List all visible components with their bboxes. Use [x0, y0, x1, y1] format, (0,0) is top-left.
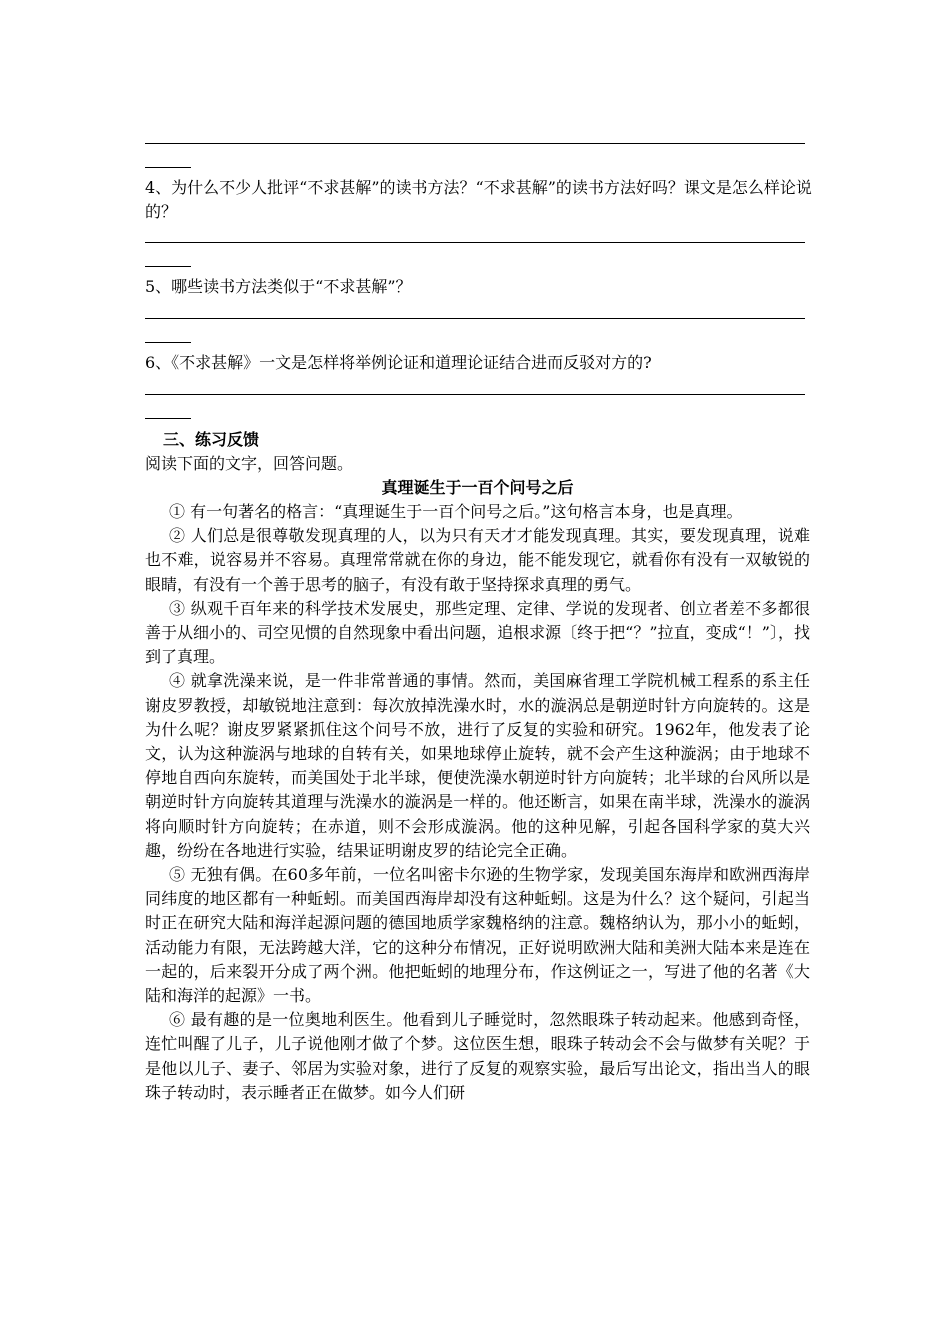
paragraph-1: ① 有一句著名的格言：“真理诞生于一百个问号之后。”这句格言本身，也是真理。 [169, 502, 743, 521]
answer-line-end[interactable] [145, 418, 191, 419]
article-body [145, 500, 810, 1105]
answer-line-end[interactable] [145, 167, 191, 168]
question-5: 5、哪些读书方法类似于“不求甚解”？ [145, 277, 412, 296]
answer-line[interactable] [145, 394, 805, 395]
answer-line[interactable] [145, 143, 805, 144]
paragraph-4: ④ 就拿洗澡来说，是一件非常普通的事情。然而，美国麻省理工学院机械工程系的系主任谢皮罗教授，却敏锐地注意到：每次放掉洗澡水时，水的漩涡总是朝逆时针方向旋转的。这是为什么呢？谢皮罗紧紧抓住这个问号不放，进行了反复的实验和研究。1962年，他发表了论文，认为这种漩涡与地球的自转有关，如果地球停止旋转，就不会产生这种漩涡；由于地球不停地自西向东旋转，而美国处于北半球，便使洗澡水朝逆时针方向旋转；北半球的台风所以是朝逆时针方向旋转其道理与洗澡水的漩涡是一样的。他还断言，如果在南半球，洗澡水的漩涡将向顺时针方向旋转；在赤道，则不会形成漩涡。他的这种见解，引起各国科学家的莫大兴趣，纷纷在各地进行实验，结果证明谢皮罗的结论完全正确。 [145, 671, 810, 860]
question-6: 6、《不求甚解》一文是怎样将举例论证和道理论证结合进而反驳对方的? [145, 353, 652, 372]
article-title: 真理诞生于一百个问号之后 [381, 478, 574, 497]
section-intro: 阅读下面的文字，回答问题。 [145, 454, 354, 473]
paragraph-2: ② 人们总是很尊敬发现真理的人，以为只有天才才能发现真理。其实，要发现真理，说难也不难，说容易并不容易。真理常常就在你的身边，能不能发现它，就看你有没有一双敏锐的眼睛，有没有一个善于思考的脑子，有没有敢于坚持探求真理的勇气。 [145, 526, 810, 594]
paragraph-5: ⑤ 无独有偶。在60多年前，一位名叫密卡尔逊的生物学家，发现美国东海岸和欧洲西海岸同纬度的地区都有一种蚯蚓。而美国西海岸却没有这种蚯蚓。这是为什么？这个疑问，引起当时正在研究大陆和海洋起源问题的德国地质学家魏格纳的注意。魏格纳认为，那小小的蚯蚓，活动能力有限，无法跨越大洋，它的这种分布情况，正好说明欧洲大陆和美洲大陆本来是连在一起的，后来裂开分成了两个洲。他把蚯蚓的地理分布，作这例证之一，写进了他的名著《大陆和海洋的起源》一书。 [145, 865, 810, 1006]
answer-line[interactable] [145, 318, 805, 319]
question-4: 4、为什么不少人批评“不求甚解”的读书方法？“不求甚解”的读书方法好吗？课文是怎么样论说的？ [145, 178, 812, 221]
answer-line[interactable] [145, 242, 805, 243]
paragraph-6: ⑥ 最有趣的是一位奥地利医生。他看到儿子睡觉时，忽然眼珠子转动起来。他感到奇怪，连忙叫醒了儿子，儿子说他刚才做了个梦。这位医生想，眼珠子转动会不会与做梦有关呢？于是他以儿子、妻子、邻居为实验对象，进行了反复的观察实验，最后写出论文，指出当人的眼珠子转动时，表示睡者正在做梦。如今人们研 [145, 1010, 810, 1102]
paragraph-3: ③ 纵观千百年来的科学技术发展史，那些定理、定律、学说的发现者、创立者差不多都很善于从细小的、司空见惯的自然现象中看出问题，追根求源〔终于把“？”拉直，变成“！”〕，找到了真理。 [145, 598, 810, 667]
section-title: 三、练习反馈 [163, 430, 260, 449]
answer-line-end[interactable] [145, 342, 191, 343]
answer-line-end[interactable] [145, 266, 191, 267]
